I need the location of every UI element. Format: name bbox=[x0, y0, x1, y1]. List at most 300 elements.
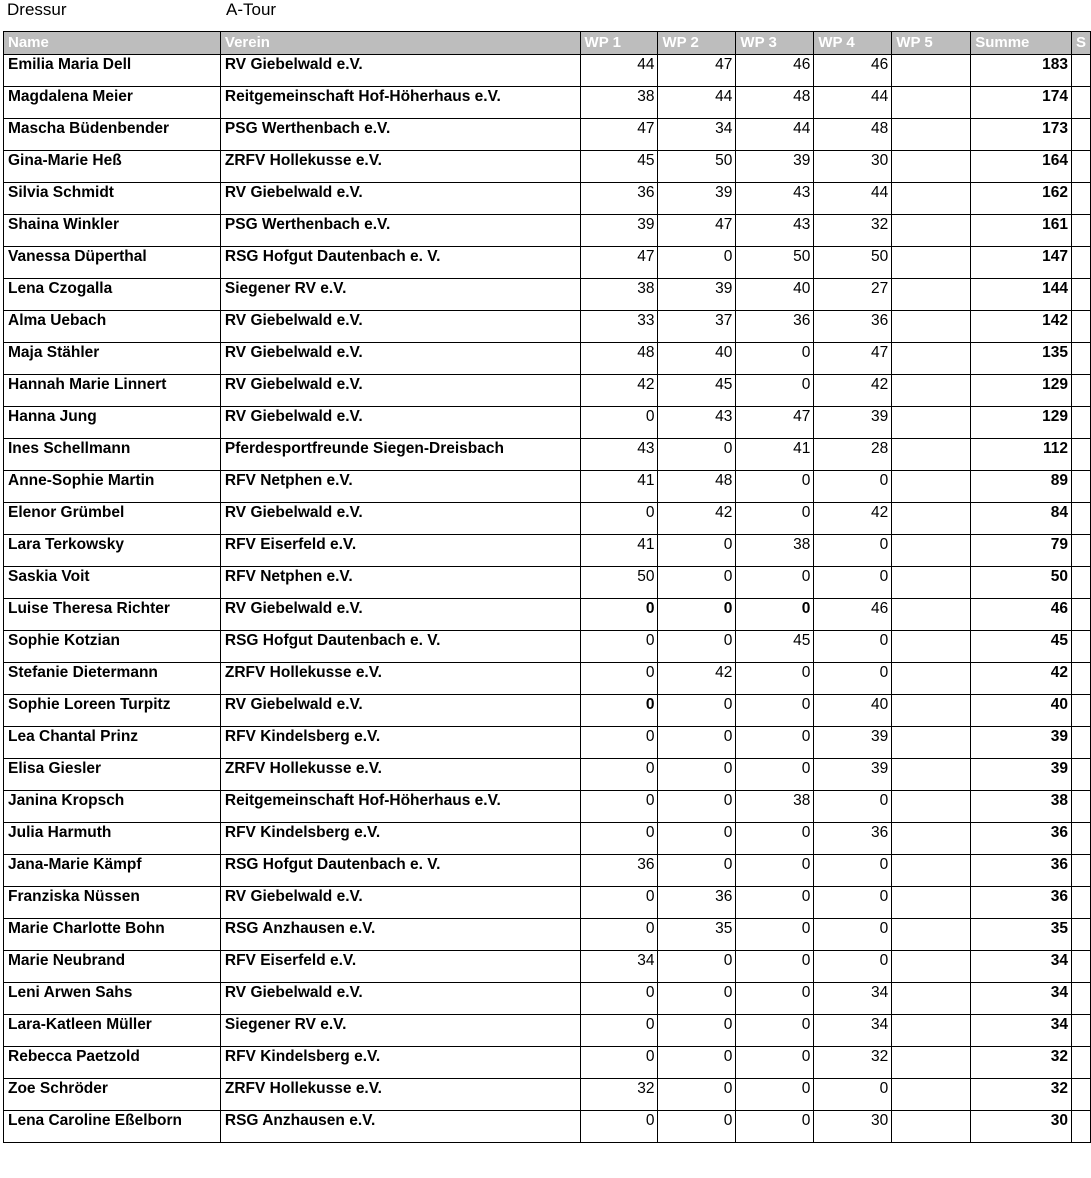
wp1-score: 41 bbox=[580, 471, 658, 503]
wp2-score: 0 bbox=[658, 631, 736, 663]
wp1-score: 38 bbox=[580, 279, 658, 311]
table-row bbox=[4, 247, 1091, 279]
wp4-score: 0 bbox=[814, 663, 892, 695]
wp1-score: 0 bbox=[580, 695, 658, 727]
col-header-sum: Summe bbox=[971, 32, 1072, 55]
club-name: RFV Eiserfeld e.V. bbox=[220, 535, 580, 567]
wp2-score: 45 bbox=[658, 375, 736, 407]
rider-name: Lara-Katleen Müller bbox=[4, 1015, 221, 1047]
col-header-wp5: WP 5 bbox=[892, 32, 971, 55]
total-score: 89 bbox=[971, 471, 1072, 503]
wp4-score: 46 bbox=[814, 55, 892, 87]
wp2-score: 40 bbox=[658, 343, 736, 375]
rider-name: Franziska Nüssen bbox=[4, 887, 221, 919]
wp1-score: 43 bbox=[580, 439, 658, 471]
wp3-score: 38 bbox=[736, 791, 814, 823]
wp3-score: 40 bbox=[736, 279, 814, 311]
club-name: RSG Hofgut Dautenbach e. V. bbox=[220, 247, 580, 279]
truncated-cell bbox=[1071, 887, 1090, 919]
total-score: 129 bbox=[971, 407, 1072, 439]
table-row bbox=[4, 791, 1091, 823]
rider-name: Luise Theresa Richter bbox=[4, 599, 221, 631]
truncated-cell bbox=[1071, 919, 1090, 951]
wp3-score: 44 bbox=[736, 119, 814, 151]
total-score: 112 bbox=[971, 439, 1072, 471]
table-row bbox=[4, 215, 1091, 247]
wp4-score: 42 bbox=[814, 503, 892, 535]
wp1-score: 42 bbox=[580, 375, 658, 407]
wp3-score: 0 bbox=[736, 695, 814, 727]
truncated-cell bbox=[1071, 375, 1090, 407]
discipline-caption: Dressur bbox=[7, 0, 67, 19]
wp4-score: 34 bbox=[814, 983, 892, 1015]
wp2-score: 43 bbox=[658, 407, 736, 439]
table-row bbox=[4, 439, 1091, 471]
table-row bbox=[4, 1079, 1091, 1111]
total-score: 173 bbox=[971, 119, 1072, 151]
wp5-score bbox=[892, 567, 971, 599]
wp5-score bbox=[892, 87, 971, 119]
wp4-score: 0 bbox=[814, 855, 892, 887]
table-row bbox=[4, 1047, 1091, 1079]
wp4-score: 0 bbox=[814, 567, 892, 599]
rider-name: Anne-Sophie Martin bbox=[4, 471, 221, 503]
wp2-score: 42 bbox=[658, 663, 736, 695]
rider-name: Lena Czogalla bbox=[4, 279, 221, 311]
table-row bbox=[4, 663, 1091, 695]
wp1-score: 38 bbox=[580, 87, 658, 119]
wp1-score: 0 bbox=[580, 663, 658, 695]
table-row bbox=[4, 503, 1091, 535]
rider-name: Hannah Marie Linnert bbox=[4, 375, 221, 407]
wp5-score bbox=[892, 983, 971, 1015]
rider-name: Sophie Loreen Turpitz bbox=[4, 695, 221, 727]
wp2-score: 0 bbox=[658, 695, 736, 727]
wp2-score: 48 bbox=[658, 471, 736, 503]
wp4-score: 47 bbox=[814, 343, 892, 375]
rider-name: Lea Chantal Prinz bbox=[4, 727, 221, 759]
wp4-score: 30 bbox=[814, 1111, 892, 1143]
truncated-cell bbox=[1071, 311, 1090, 343]
club-name: RSG Hofgut Dautenbach e. V. bbox=[220, 631, 580, 663]
wp5-score bbox=[892, 407, 971, 439]
rider-name: Julia Harmuth bbox=[4, 823, 221, 855]
club-name: RSG Anzhausen e.V. bbox=[220, 1111, 580, 1143]
wp2-score: 0 bbox=[658, 567, 736, 599]
wp1-score: 50 bbox=[580, 567, 658, 599]
table-row bbox=[4, 151, 1091, 183]
wp3-score: 36 bbox=[736, 311, 814, 343]
table-row bbox=[4, 87, 1091, 119]
wp3-score: 0 bbox=[736, 375, 814, 407]
wp2-score: 0 bbox=[658, 759, 736, 791]
wp1-score: 0 bbox=[580, 1015, 658, 1047]
wp3-score: 0 bbox=[736, 919, 814, 951]
wp3-score: 39 bbox=[736, 151, 814, 183]
wp1-score: 0 bbox=[580, 1047, 658, 1079]
rider-name: Jana-Marie Kämpf bbox=[4, 855, 221, 887]
table-row bbox=[4, 55, 1091, 87]
wp1-score: 0 bbox=[580, 919, 658, 951]
wp5-score bbox=[892, 919, 971, 951]
wp4-score: 0 bbox=[814, 1079, 892, 1111]
wp4-score: 39 bbox=[814, 727, 892, 759]
wp2-score: 34 bbox=[658, 119, 736, 151]
rider-name: Rebecca Paetzold bbox=[4, 1047, 221, 1079]
wp2-score: 0 bbox=[658, 535, 736, 567]
total-score: 36 bbox=[971, 855, 1072, 887]
truncated-cell bbox=[1071, 439, 1090, 471]
tour-caption: A-Tour bbox=[226, 0, 277, 19]
rider-name: Magdalena Meier bbox=[4, 87, 221, 119]
truncated-cell bbox=[1071, 855, 1090, 887]
truncated-cell bbox=[1071, 663, 1090, 695]
wp3-score: 48 bbox=[736, 87, 814, 119]
wp4-score: 39 bbox=[814, 407, 892, 439]
club-name: Reitgemeinschaft Hof-Höherhaus e.V. bbox=[220, 791, 580, 823]
wp4-score: 34 bbox=[814, 1015, 892, 1047]
truncated-cell bbox=[1071, 983, 1090, 1015]
wp2-score: 0 bbox=[658, 1015, 736, 1047]
col-header-wp3: WP 3 bbox=[736, 32, 814, 55]
wp1-score: 47 bbox=[580, 119, 658, 151]
truncated-cell bbox=[1071, 695, 1090, 727]
wp2-score: 42 bbox=[658, 503, 736, 535]
wp3-score: 0 bbox=[736, 663, 814, 695]
wp1-score: 0 bbox=[580, 887, 658, 919]
wp3-score: 0 bbox=[736, 471, 814, 503]
truncated-cell bbox=[1071, 279, 1090, 311]
wp5-score bbox=[892, 631, 971, 663]
rider-name: Lara Terkowsky bbox=[4, 535, 221, 567]
wp4-score: 28 bbox=[814, 439, 892, 471]
wp1-score: 33 bbox=[580, 311, 658, 343]
wp1-score: 0 bbox=[580, 599, 658, 631]
rider-name: Lena Caroline Eßelborn bbox=[4, 1111, 221, 1143]
wp4-score: 36 bbox=[814, 823, 892, 855]
table-row bbox=[4, 759, 1091, 791]
table-row bbox=[4, 823, 1091, 855]
club-name: RV Giebelwald e.V. bbox=[220, 311, 580, 343]
wp4-score: 0 bbox=[814, 919, 892, 951]
rider-name: Mascha Büdenbender bbox=[4, 119, 221, 151]
rider-name: Janina Kropsch bbox=[4, 791, 221, 823]
wp3-score: 43 bbox=[736, 215, 814, 247]
wp2-score: 0 bbox=[658, 1047, 736, 1079]
wp3-score: 0 bbox=[736, 1111, 814, 1143]
wp3-score: 0 bbox=[736, 567, 814, 599]
wp3-score: 0 bbox=[736, 503, 814, 535]
col-header-club: Verein bbox=[220, 32, 580, 55]
total-score: 32 bbox=[971, 1079, 1072, 1111]
total-score: 36 bbox=[971, 823, 1072, 855]
total-score: 183 bbox=[971, 55, 1072, 87]
total-score: 164 bbox=[971, 151, 1072, 183]
wp4-score: 0 bbox=[814, 471, 892, 503]
total-score: 38 bbox=[971, 791, 1072, 823]
club-name: RV Giebelwald e.V. bbox=[220, 407, 580, 439]
truncated-cell bbox=[1071, 567, 1090, 599]
truncated-cell bbox=[1071, 1111, 1090, 1143]
club-name: RV Giebelwald e.V. bbox=[220, 55, 580, 87]
wp2-score: 47 bbox=[658, 55, 736, 87]
wp3-score: 46 bbox=[736, 55, 814, 87]
wp1-score: 41 bbox=[580, 535, 658, 567]
wp3-score: 43 bbox=[736, 183, 814, 215]
header-row bbox=[4, 32, 1091, 55]
total-score: 144 bbox=[971, 279, 1072, 311]
wp3-score: 0 bbox=[736, 599, 814, 631]
results-table bbox=[3, 31, 1091, 1143]
table-row bbox=[4, 1111, 1091, 1143]
truncated-cell bbox=[1071, 183, 1090, 215]
wp2-score: 0 bbox=[658, 599, 736, 631]
wp4-score: 44 bbox=[814, 87, 892, 119]
wp1-score: 0 bbox=[580, 823, 658, 855]
club-name: RV Giebelwald e.V. bbox=[220, 375, 580, 407]
rider-name: Zoe Schröder bbox=[4, 1079, 221, 1111]
club-name: RFV Netphen e.V. bbox=[220, 471, 580, 503]
rider-name: Elisa Giesler bbox=[4, 759, 221, 791]
truncated-cell bbox=[1071, 599, 1090, 631]
total-score: 34 bbox=[971, 951, 1072, 983]
wp1-score: 34 bbox=[580, 951, 658, 983]
wp5-score bbox=[892, 1111, 971, 1143]
total-score: 142 bbox=[971, 311, 1072, 343]
wp4-score: 30 bbox=[814, 151, 892, 183]
total-score: 45 bbox=[971, 631, 1072, 663]
total-score: 84 bbox=[971, 503, 1072, 535]
wp4-score: 32 bbox=[814, 215, 892, 247]
total-score: 32 bbox=[971, 1047, 1072, 1079]
club-name: PSG Werthenbach e.V. bbox=[220, 215, 580, 247]
total-score: 162 bbox=[971, 183, 1072, 215]
club-name: RFV Eiserfeld e.V. bbox=[220, 951, 580, 983]
total-score: 161 bbox=[971, 215, 1072, 247]
rider-name: Maja Stähler bbox=[4, 343, 221, 375]
total-score: 39 bbox=[971, 759, 1072, 791]
total-score: 147 bbox=[971, 247, 1072, 279]
table-row bbox=[4, 599, 1091, 631]
wp3-score: 0 bbox=[736, 1015, 814, 1047]
table-row bbox=[4, 919, 1091, 951]
club-name: ZRFV Hollekusse e.V. bbox=[220, 663, 580, 695]
wp2-score: 37 bbox=[658, 311, 736, 343]
col-header-truncated: S bbox=[1071, 32, 1090, 55]
truncated-cell bbox=[1071, 823, 1090, 855]
wp3-score: 45 bbox=[736, 631, 814, 663]
wp4-score: 39 bbox=[814, 759, 892, 791]
rider-name: Leni Arwen Sahs bbox=[4, 983, 221, 1015]
table-row bbox=[4, 471, 1091, 503]
truncated-cell bbox=[1071, 343, 1090, 375]
wp4-score: 0 bbox=[814, 791, 892, 823]
table-row bbox=[4, 407, 1091, 439]
truncated-cell bbox=[1071, 791, 1090, 823]
wp1-score: 0 bbox=[580, 1111, 658, 1143]
truncated-cell bbox=[1071, 215, 1090, 247]
wp1-score: 36 bbox=[580, 183, 658, 215]
wp1-score: 0 bbox=[580, 791, 658, 823]
wp1-score: 44 bbox=[580, 55, 658, 87]
truncated-cell bbox=[1071, 119, 1090, 151]
truncated-cell bbox=[1071, 151, 1090, 183]
wp4-score: 40 bbox=[814, 695, 892, 727]
club-name: ZRFV Hollekusse e.V. bbox=[220, 1079, 580, 1111]
total-score: 129 bbox=[971, 375, 1072, 407]
wp4-score: 36 bbox=[814, 311, 892, 343]
wp2-score: 47 bbox=[658, 215, 736, 247]
wp3-score: 0 bbox=[736, 951, 814, 983]
wp5-score bbox=[892, 663, 971, 695]
wp3-score: 38 bbox=[736, 535, 814, 567]
table-row bbox=[4, 983, 1091, 1015]
wp5-score bbox=[892, 823, 971, 855]
total-score: 35 bbox=[971, 919, 1072, 951]
wp4-score: 0 bbox=[814, 535, 892, 567]
total-score: 40 bbox=[971, 695, 1072, 727]
rider-name: Emilia Maria Dell bbox=[4, 55, 221, 87]
truncated-cell bbox=[1071, 759, 1090, 791]
rider-name: Gina-Marie Heß bbox=[4, 151, 221, 183]
wp2-score: 36 bbox=[658, 887, 736, 919]
club-name: RSG Anzhausen e.V. bbox=[220, 919, 580, 951]
truncated-cell bbox=[1071, 951, 1090, 983]
table-row bbox=[4, 631, 1091, 663]
wp5-score bbox=[892, 215, 971, 247]
truncated-cell bbox=[1071, 503, 1090, 535]
table-row bbox=[4, 183, 1091, 215]
total-score: 39 bbox=[971, 727, 1072, 759]
wp2-score: 39 bbox=[658, 183, 736, 215]
wp3-score: 0 bbox=[736, 823, 814, 855]
wp4-score: 0 bbox=[814, 631, 892, 663]
wp1-score: 48 bbox=[580, 343, 658, 375]
club-name: Pferdesportfreunde Siegen-Dreisbach bbox=[220, 439, 580, 471]
total-score: 30 bbox=[971, 1111, 1072, 1143]
rider-name: Marie Neubrand bbox=[4, 951, 221, 983]
rider-name: Hanna Jung bbox=[4, 407, 221, 439]
wp5-score bbox=[892, 887, 971, 919]
wp1-score: 45 bbox=[580, 151, 658, 183]
club-name: RV Giebelwald e.V. bbox=[220, 599, 580, 631]
rider-name: Marie Charlotte Bohn bbox=[4, 919, 221, 951]
club-name: RV Giebelwald e.V. bbox=[220, 343, 580, 375]
wp1-score: 32 bbox=[580, 1079, 658, 1111]
wp2-score: 0 bbox=[658, 1111, 736, 1143]
wp3-score: 47 bbox=[736, 407, 814, 439]
wp5-score bbox=[892, 503, 971, 535]
wp3-score: 50 bbox=[736, 247, 814, 279]
table-row bbox=[4, 375, 1091, 407]
wp4-score: 0 bbox=[814, 951, 892, 983]
wp5-score bbox=[892, 1079, 971, 1111]
total-score: 46 bbox=[971, 599, 1072, 631]
table-row bbox=[4, 279, 1091, 311]
club-name: RFV Kindelsberg e.V. bbox=[220, 823, 580, 855]
club-name: RV Giebelwald e.V. bbox=[220, 887, 580, 919]
table-row bbox=[4, 887, 1091, 919]
club-name: RV Giebelwald e.V. bbox=[220, 695, 580, 727]
wp5-score bbox=[892, 727, 971, 759]
wp1-score: 0 bbox=[580, 727, 658, 759]
table-row bbox=[4, 343, 1091, 375]
table-row bbox=[4, 951, 1091, 983]
wp3-score: 0 bbox=[736, 887, 814, 919]
rider-name: Alma Uebach bbox=[4, 311, 221, 343]
wp5-score bbox=[892, 151, 971, 183]
total-score: 174 bbox=[971, 87, 1072, 119]
wp4-score: 32 bbox=[814, 1047, 892, 1079]
table-row bbox=[4, 119, 1091, 151]
truncated-cell bbox=[1071, 55, 1090, 87]
wp5-score bbox=[892, 1015, 971, 1047]
wp5-score bbox=[892, 1047, 971, 1079]
total-score: 34 bbox=[971, 983, 1072, 1015]
table-row bbox=[4, 1015, 1091, 1047]
rider-name: Stefanie Dietermann bbox=[4, 663, 221, 695]
club-name: ZRFV Hollekusse e.V. bbox=[220, 151, 580, 183]
rider-name: Elenor Grümbel bbox=[4, 503, 221, 535]
club-name: Reitgemeinschaft Hof-Höherhaus e.V. bbox=[220, 87, 580, 119]
truncated-cell bbox=[1071, 87, 1090, 119]
wp2-score: 0 bbox=[658, 983, 736, 1015]
wp3-score: 0 bbox=[736, 983, 814, 1015]
wp5-score bbox=[892, 343, 971, 375]
wp2-score: 0 bbox=[658, 1079, 736, 1111]
wp4-score: 50 bbox=[814, 247, 892, 279]
club-name: Siegener RV e.V. bbox=[220, 1015, 580, 1047]
total-score: 36 bbox=[971, 887, 1072, 919]
table-row bbox=[4, 727, 1091, 759]
wp5-score bbox=[892, 439, 971, 471]
truncated-cell bbox=[1071, 247, 1090, 279]
rider-name: Saskia Voit bbox=[4, 567, 221, 599]
club-name: RSG Hofgut Dautenbach e. V. bbox=[220, 855, 580, 887]
wp2-score: 39 bbox=[658, 279, 736, 311]
truncated-cell bbox=[1071, 1047, 1090, 1079]
wp5-score bbox=[892, 55, 971, 87]
wp1-score: 47 bbox=[580, 247, 658, 279]
total-score: 79 bbox=[971, 535, 1072, 567]
wp5-score bbox=[892, 311, 971, 343]
truncated-cell bbox=[1071, 1079, 1090, 1111]
wp1-score: 0 bbox=[580, 631, 658, 663]
truncated-cell bbox=[1071, 471, 1090, 503]
wp2-score: 0 bbox=[658, 951, 736, 983]
table-row bbox=[4, 535, 1091, 567]
wp3-score: 0 bbox=[736, 727, 814, 759]
truncated-cell bbox=[1071, 631, 1090, 663]
wp2-score: 44 bbox=[658, 87, 736, 119]
wp1-score: 36 bbox=[580, 855, 658, 887]
wp4-score: 48 bbox=[814, 119, 892, 151]
wp3-score: 0 bbox=[736, 1079, 814, 1111]
wp3-score: 0 bbox=[736, 343, 814, 375]
results-body bbox=[4, 55, 1091, 1143]
wp5-score bbox=[892, 471, 971, 503]
col-header-wp2: WP 2 bbox=[658, 32, 736, 55]
table-row bbox=[4, 311, 1091, 343]
wp5-score bbox=[892, 695, 971, 727]
wp4-score: 44 bbox=[814, 183, 892, 215]
wp1-score: 0 bbox=[580, 407, 658, 439]
col-header-wp4: WP 4 bbox=[814, 32, 892, 55]
wp4-score: 42 bbox=[814, 375, 892, 407]
club-name: RV Giebelwald e.V. bbox=[220, 503, 580, 535]
total-score: 34 bbox=[971, 1015, 1072, 1047]
col-header-name: Name bbox=[4, 32, 221, 55]
